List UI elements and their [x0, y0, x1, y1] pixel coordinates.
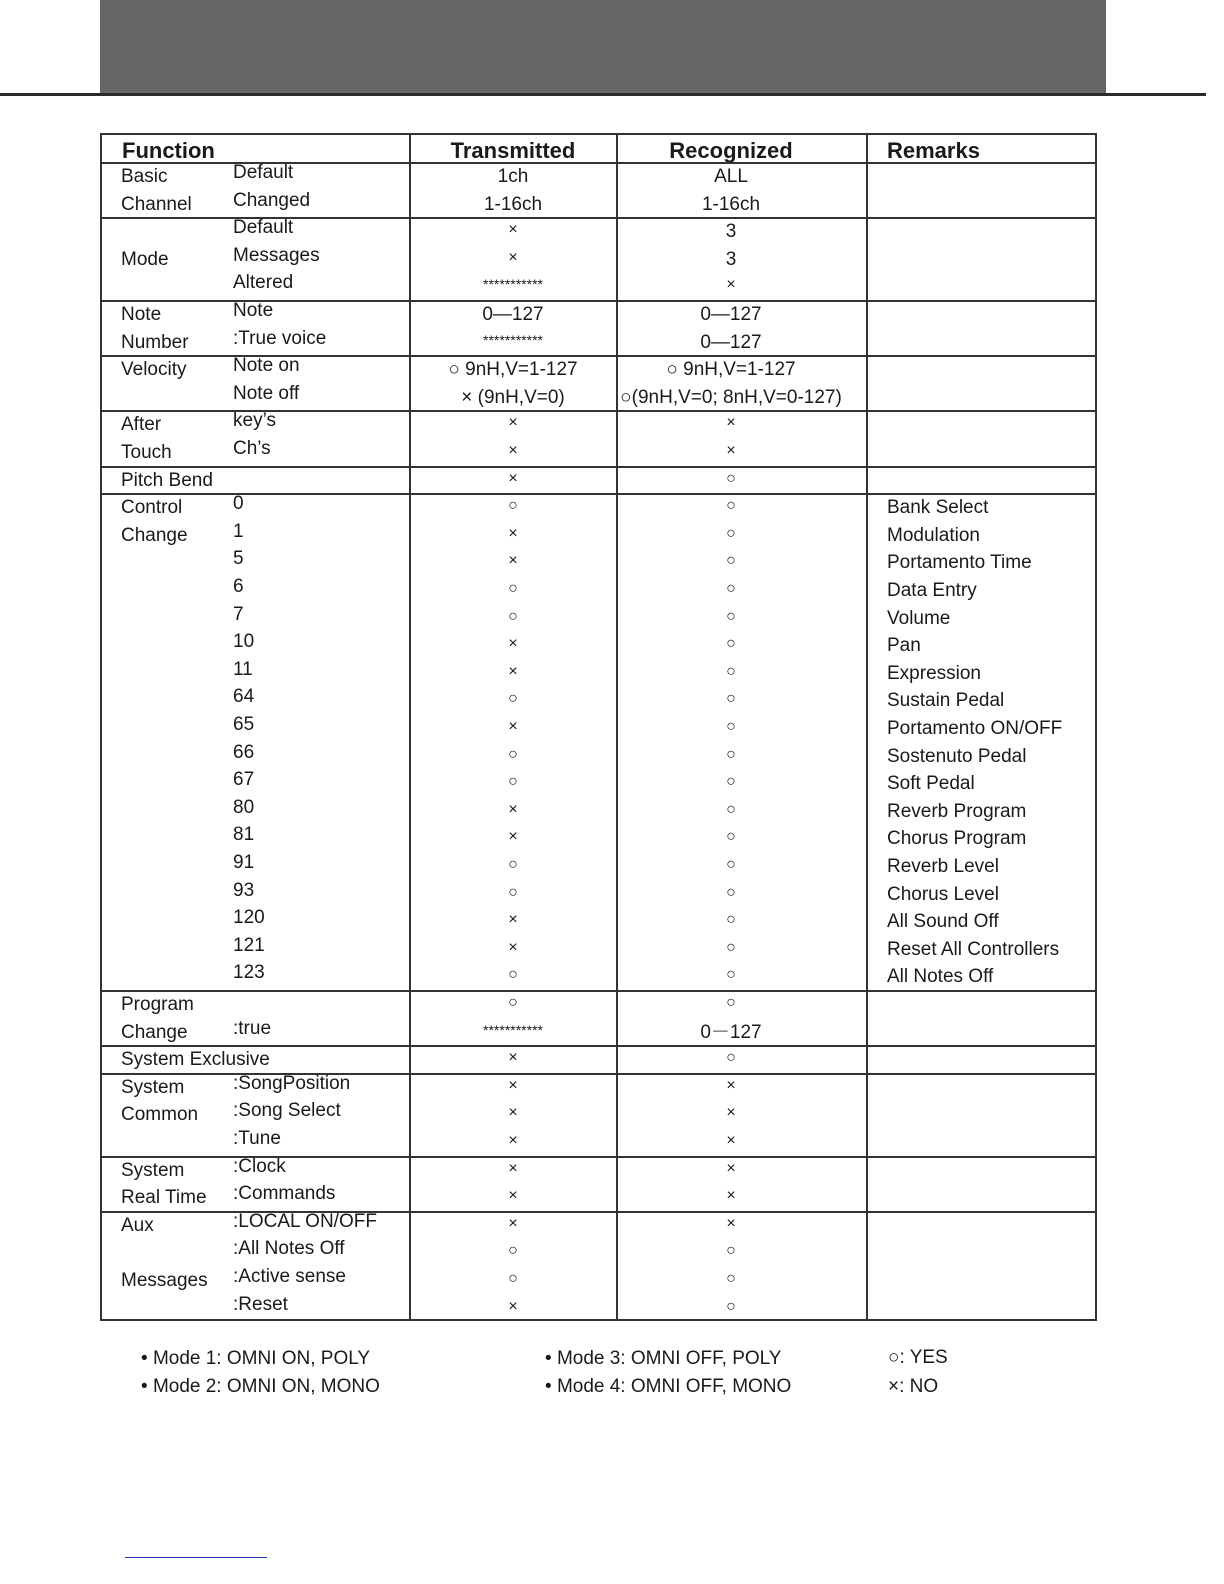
remarks-text: Volume	[887, 607, 951, 629]
function-label: Program	[121, 994, 194, 1015]
transmitted-value: ×	[508, 662, 518, 680]
function-sublabel: 91	[233, 852, 255, 873]
recognized-value: ○	[726, 552, 736, 570]
transmitted-value: ×	[508, 635, 518, 653]
transmitted-value: ○	[508, 690, 518, 708]
legend-mode-1: • Mode 1: OMNI ON, POLY	[141, 1348, 371, 1369]
function-label: Real Time	[121, 1187, 207, 1209]
column-divider	[409, 135, 411, 1319]
remarks-text: Soft Pedal	[887, 773, 975, 795]
function-sublabel: Ch’s	[233, 438, 271, 459]
transmitted-value: ○	[508, 856, 518, 873]
function-label: Pitch Bend	[121, 469, 213, 491]
legend-mode-2: • Mode 2: OMNI ON, MONO	[141, 1376, 380, 1397]
remarks-text: Pan	[887, 635, 921, 657]
midi-implementation-chart	[100, 133, 1097, 1321]
function-sublabel: key’s	[233, 410, 276, 432]
function-sublabel: :Active sense	[233, 1266, 346, 1287]
recognized-value: ○	[726, 828, 736, 846]
transmitted-value: ○	[508, 966, 518, 984]
function-sublabel: Note off	[233, 382, 300, 404]
function-sublabel: Default	[233, 217, 294, 239]
recognized-value: ○	[726, 718, 736, 735]
function-sublabel: 10	[233, 631, 255, 653]
function-sublabel: :Song Select	[233, 1100, 341, 1122]
function-sublabel: Note	[233, 300, 274, 321]
remarks-text: Portamento Time	[887, 552, 1032, 574]
transmitted-value: ×	[508, 248, 518, 266]
recognized-value: 3	[725, 248, 737, 270]
function-sublabel: 66	[233, 741, 255, 763]
transmitted-value: ×	[508, 524, 518, 542]
recognized-value: ×	[726, 1132, 736, 1149]
function-sublabel: :Tune	[233, 1128, 281, 1149]
function-label: After	[121, 414, 162, 436]
transmitted-value: ×	[508, 718, 518, 735]
column-divider	[616, 135, 618, 1319]
transmitted-value: ○	[508, 1270, 518, 1287]
recognized-value: 1-16ch	[701, 193, 761, 215]
remarks-text: Sustain Pedal	[887, 690, 1005, 712]
legend-mode-3: • Mode 3: OMNI OFF, POLY	[545, 1348, 782, 1369]
transmitted-value: ×	[508, 469, 518, 487]
header-remarks: Remarks	[887, 138, 980, 163]
recognized-value: ○	[726, 773, 736, 791]
remarks-text: Chorus Level	[887, 883, 999, 905]
remarks-text: All Notes Off	[887, 966, 994, 988]
function-sublabel: Changed	[233, 189, 311, 211]
recognized-value: ○	[726, 994, 736, 1011]
transmitted-value: ○	[508, 1242, 518, 1260]
transmitted-value: ***********	[483, 276, 543, 293]
recognized-value: ○	[726, 469, 736, 487]
recognized-value: ×	[726, 1104, 736, 1122]
function-sublabel: 5	[233, 548, 244, 570]
recognized-value: ○	[726, 938, 736, 956]
legend-mode-3-text: Mode 3: OMNI OFF, POLY	[556, 1348, 782, 1369]
function-sublabel: 1	[233, 520, 244, 542]
function-sublabel: Note on	[233, 355, 300, 377]
function-label: Velocity	[121, 359, 187, 381]
recognized-value: ○	[726, 1270, 736, 1287]
function-sublabel: Altered	[233, 272, 294, 294]
transmitted-value: ○	[508, 883, 518, 901]
function-sublabel: 120	[233, 907, 265, 929]
recognized-value: ×	[726, 1187, 736, 1205]
header-transmitted: Transmitted	[450, 138, 576, 163]
function-sublabel: 80	[233, 796, 255, 818]
transmitted-value: ○	[508, 497, 518, 515]
row-divider	[102, 493, 1095, 495]
function-sublabel: :true	[233, 1017, 272, 1039]
recognized-value: ×	[726, 1159, 736, 1177]
remarks-text: Data Entry	[887, 580, 977, 601]
header-function: Function	[122, 138, 215, 163]
function-sublabel: :All Notes Off	[233, 1238, 345, 1260]
recognized-value: ×	[726, 414, 736, 432]
function-label: System	[121, 1159, 185, 1181]
recognized-value: ○	[726, 745, 736, 763]
recognized-value: ×	[726, 1214, 736, 1232]
transmitted-value: ○	[508, 994, 518, 1011]
row-divider	[102, 990, 1095, 992]
transmitted-value: ×	[508, 1049, 518, 1067]
transmitted-value: ○	[508, 580, 518, 597]
transmitted-value: ×	[508, 1132, 518, 1149]
recognized-value: 0—127	[700, 304, 762, 325]
legend-mode-2-text: Mode 2: OMNI ON, MONO	[152, 1376, 380, 1397]
recognized-value: ○	[726, 856, 736, 873]
legend-yes: ○: YES	[888, 1347, 948, 1368]
transmitted-value: ○	[508, 745, 518, 763]
remarks-text: Reverb Level	[887, 856, 999, 877]
row-divider	[102, 466, 1095, 468]
function-sublabel: :True voice	[233, 327, 327, 349]
recognized-value: ○	[726, 497, 736, 515]
transmitted-value: ×	[508, 911, 518, 929]
recognized-value: ○	[726, 580, 736, 597]
function-sublabel: 7	[233, 603, 244, 625]
function-label: Messages	[121, 1270, 208, 1291]
function-label: Channel	[121, 193, 192, 215]
function-label: Change	[121, 524, 188, 546]
recognized-value: ×	[726, 1076, 736, 1094]
header-rule	[0, 93, 1206, 96]
function-sublabel: 6	[233, 576, 244, 597]
recognized-value: ×	[726, 442, 736, 459]
function-label: Note	[121, 304, 162, 325]
recognized-value: ALL	[714, 166, 748, 187]
recognized-value: 3	[725, 221, 737, 243]
recognized-value: ○	[726, 966, 736, 984]
function-sublabel: 93	[233, 879, 255, 901]
function-sublabel: 65	[233, 714, 255, 735]
function-label: Basic	[121, 166, 168, 187]
recognized-value: ○	[726, 883, 736, 901]
recognized-value: ○ 9nH,V=1-127	[666, 359, 796, 381]
transmitted-value: ×	[508, 828, 518, 846]
function-sublabel: 64	[233, 686, 255, 708]
transmitted-value: ×	[508, 1104, 518, 1122]
recognized-value: ×	[726, 276, 736, 294]
function-sublabel: 123	[233, 962, 265, 984]
recognized-value: ○(9nH,V=0; 8nH,V=0-127)	[620, 386, 842, 408]
function-label: Number	[121, 331, 189, 353]
function-sublabel: 81	[233, 824, 255, 846]
function-label: Control	[121, 497, 183, 519]
transmitted-value: ×	[508, 938, 518, 956]
recognized-value: ○	[726, 1049, 736, 1067]
transmitted-value: 1-16ch	[483, 193, 543, 215]
remarks-text: Reverb Program	[887, 800, 1027, 822]
remarks-text: Chorus Program	[887, 828, 1027, 850]
recognized-value: ○	[726, 607, 736, 625]
function-sublabel: :SongPosition	[233, 1072, 351, 1094]
recognized-value: ○	[726, 662, 736, 680]
header-bar	[100, 0, 1106, 95]
remarks-text: All Sound Off	[887, 911, 999, 933]
function-sublabel: :LOCAL ON/OFF	[233, 1210, 377, 1232]
column-divider	[866, 135, 868, 1319]
recognized-value: ○	[726, 1242, 736, 1260]
recognized-value: ○	[726, 911, 736, 929]
function-sublabel: 11	[233, 658, 253, 680]
transmitted-value: ○	[508, 773, 518, 791]
function-label: Aux	[121, 1214, 154, 1236]
transmitted-value: ×	[508, 1187, 518, 1205]
transmitted-value: ×	[508, 1297, 518, 1315]
transmitted-value: 1ch	[497, 166, 529, 187]
transmitted-value: ***********	[483, 331, 543, 348]
recognized-value: 0—127	[700, 331, 762, 353]
recognized-value: ○	[726, 524, 736, 542]
transmitted-value: × (9nH,V=0)	[461, 386, 565, 408]
transmitted-value: ×	[508, 442, 518, 459]
transmitted-value: ×	[508, 1076, 518, 1094]
remarks-text: Sostenuto Pedal	[887, 745, 1027, 767]
transmitted-value: ×	[508, 1214, 518, 1232]
function-label: System	[121, 1076, 185, 1098]
transmitted-value: ***********	[483, 1021, 543, 1038]
recognized-value: ○	[726, 690, 736, 708]
transmitted-value: ○	[508, 607, 518, 625]
function-sublabel: :Clock	[233, 1155, 286, 1177]
transmitted-value: ×	[508, 552, 518, 570]
legend-mode-4: • Mode 4: OMNI OFF, MONO	[545, 1376, 792, 1397]
header-recognized: Recognized	[669, 138, 793, 163]
function-sublabel: 67	[233, 769, 255, 791]
footer-line	[125, 1557, 267, 1558]
legend-mode-1-text: Mode 1: OMNI ON, POLY	[152, 1348, 371, 1369]
legend-no: ×: NO	[888, 1376, 939, 1397]
transmitted-value: ○ 9nH,V=1-127	[448, 359, 578, 381]
function-label: Mode	[121, 248, 169, 270]
function-label: Change	[121, 1021, 188, 1043]
transmitted-value: ×	[508, 800, 518, 818]
function-sublabel: Default	[233, 162, 294, 183]
transmitted-value: 0—127	[482, 304, 544, 325]
transmitted-value: ×	[508, 414, 518, 432]
function-sublabel: :Reset	[233, 1293, 288, 1315]
recognized-value: ○	[726, 800, 736, 818]
function-label: Common	[121, 1104, 199, 1126]
remarks-text: Portamento ON/OFF	[887, 718, 1063, 739]
function-sublabel: 0	[233, 493, 244, 515]
function-sublabel: 121	[233, 934, 265, 956]
remarks-text: Modulation	[887, 524, 980, 546]
function-label: Touch	[121, 442, 172, 463]
remarks-text: Reset All Controllers	[887, 938, 1060, 960]
function-sublabel: Messages	[233, 244, 320, 266]
transmitted-value: ×	[508, 1159, 518, 1177]
remarks-text: Expression	[887, 662, 981, 684]
recognized-value: ○	[726, 1297, 736, 1315]
legend-mode-4-text: Mode 4: OMNI OFF, MONO	[556, 1376, 792, 1397]
function-label: System Exclusive	[121, 1049, 270, 1071]
function-sublabel: :Commands	[233, 1183, 336, 1205]
transmitted-value: ×	[508, 221, 518, 239]
recognized-value: 0－127	[700, 1021, 762, 1043]
remarks-text: Bank Select	[887, 497, 989, 519]
row-divider	[102, 1045, 1095, 1047]
recognized-value: ○	[726, 635, 736, 653]
